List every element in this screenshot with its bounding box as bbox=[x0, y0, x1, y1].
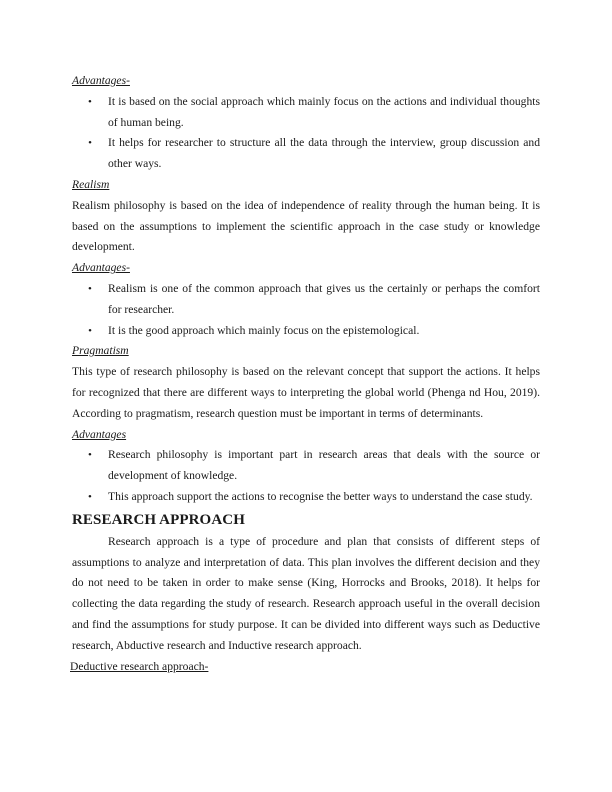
document-page bbox=[72, 71, 540, 677]
realism-paragraph: Realism philosophy is based on the idea of independence of reality through the human being. It is based on the assumptions to implement the scientific approach in the case study or knowledge development. bbox=[72, 198, 540, 254]
list-item: • It is the good approach which mainly focus on the epistemological. bbox=[72, 321, 540, 342]
list-item: • It is based on the social approach which mainly focus on the actions and individual thoughts of human being. bbox=[72, 92, 540, 134]
advantages-list-3 bbox=[72, 445, 540, 507]
list-item: • This approach support the actions to recognise the better ways to understand the case study. bbox=[72, 487, 540, 508]
list-item: • It helps for researcher to structure all the data through the interview, group discussion and other ways. bbox=[72, 133, 540, 175]
pragmatism-heading: Pragmatism bbox=[72, 344, 129, 358]
advantages-heading-3: Advantages bbox=[72, 427, 127, 441]
advantages-heading-1: Advantages- bbox=[72, 74, 130, 87]
list-item: • Realism is one of the common approach that gives us the certainly or perhaps the comfort for researcher. bbox=[72, 279, 540, 321]
list-item: • Research philosophy is important part in research areas that deals with the source or development of knowledge. bbox=[72, 445, 540, 487]
advantages-list-2 bbox=[72, 279, 540, 341]
bullet-icon: • bbox=[88, 137, 92, 150]
section-title-research-approach: RESEARCH APPROACH bbox=[72, 511, 245, 528]
deductive-heading: Deductive research approach- bbox=[70, 659, 209, 673]
pragmatism-paragraph: This type of research philosophy is based on the relevant concept that support the actions. It helps for recognized that there are different ways to interpreting the global world (Phenga nd Hou, 2019). According to pragmatism, research question must be important in terms of determinants. bbox=[72, 365, 540, 420]
advantages-heading-2: Advantages- bbox=[72, 261, 130, 275]
bullet-icon: • bbox=[88, 282, 92, 295]
bullet-icon: • bbox=[88, 490, 92, 503]
bullet-icon: • bbox=[88, 324, 92, 337]
research-approach-paragraph: Research approach is a type of procedure and plan that consists of different steps of assumptions to analyze and interpretation of data. This plan involves the different decision and they do not need to be taken in order to make sense (King, Horrocks and Brooks, 2018). It helps for collecting the data regarding the study of research. Research approach useful in the overall decision and find the assumptions for study purpose. It can be divided into different ways such as Deductive research, Abductive research and Inductive research approach. bbox=[72, 534, 540, 652]
bullet-icon: • bbox=[88, 449, 92, 462]
realism-heading: Realism bbox=[72, 177, 110, 191]
advantages-list-1 bbox=[72, 92, 540, 175]
bullet-icon: • bbox=[88, 95, 92, 108]
